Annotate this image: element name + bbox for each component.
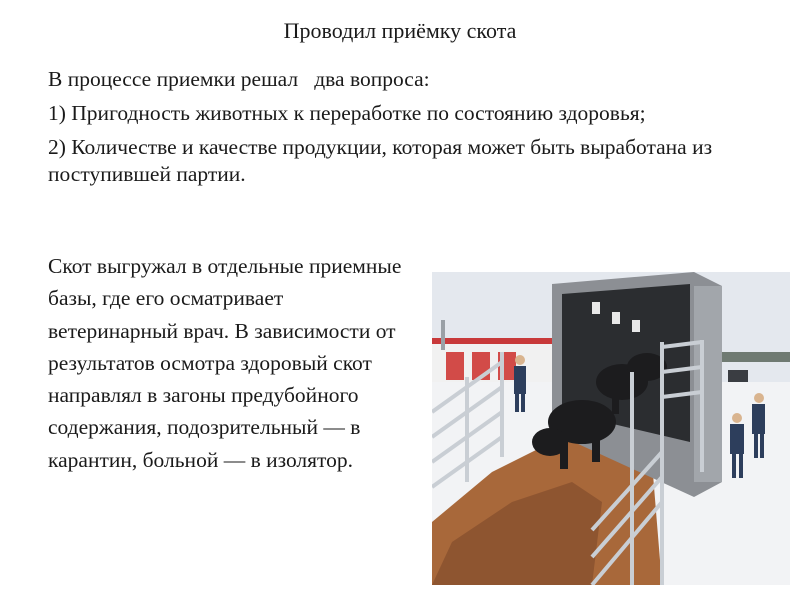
barn-roof [432,338,552,344]
cattle-unloading-photo [432,272,790,585]
intro-block [48,66,748,195]
body-paragraph: Скот выгружал в отдельные приемные базы, где его осматривает ветеринарный врач. В зависимости от результатов осмотра здоровый скот направлял в загоны предубойного содержания, подозрительный — в карантин, больной — в изолятор. [48,254,402,472]
intro-line: В процессе приемки решал два вопроса: [48,67,430,91]
question-2: 2) Количестве и качестве продукции, которая может быть выработана из поступившей партии. [48,135,713,186]
question-1: 1) Пригодность животных к переработке по состоянию здоровья; [48,101,646,125]
slide-title: Проводил приёмку скота [283,18,517,43]
